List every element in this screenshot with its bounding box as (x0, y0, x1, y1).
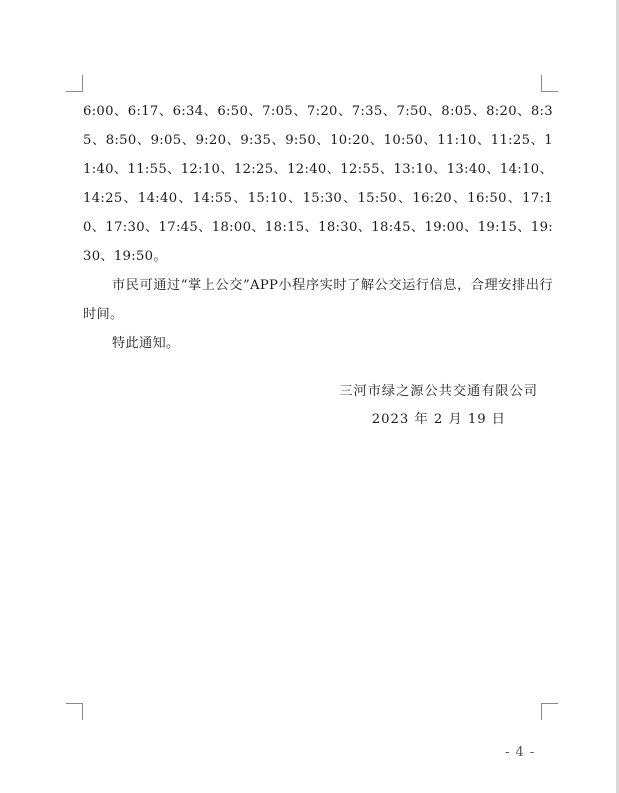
signature-date: 2023 年 2 月 19 日 (371, 412, 506, 427)
closing-line: 特此通知。 (112, 336, 180, 351)
departure-times: 6:00、6:17、6:34、6:50、7:05、7:20、7:35、7:50、8:05、8:20、8:35、8:50、9:05、9:20、9:35、9:50、10:20、10:50、11:10、11:25、11:40、11:55、12:10、12:25、12:40、12:55、13:10、13:40、14:10、14:25、14:40、14:55、15:10、15:30、15:50、16:20、16:50、17:10、17:30、17:45、18:00、18:15、18:30、18:45、19:00、19:15、19:30、19:50。 (83, 104, 553, 264)
signature-block (83, 378, 538, 434)
app-notice-paragraph: 市民可通过“掌上公交”APP小程序实时了解公交运行信息，合理安排出行时间。 (83, 278, 553, 322)
margin-corner-top-right (541, 75, 558, 92)
company-name: 三河市绿之源公共交通有限公司 (339, 384, 538, 399)
margin-corner-top-left (66, 75, 83, 92)
margin-corner-bottom-left (66, 703, 83, 720)
page-number: - 4 - (505, 745, 536, 760)
document-body (83, 97, 553, 358)
margin-corner-bottom-right (541, 703, 558, 720)
